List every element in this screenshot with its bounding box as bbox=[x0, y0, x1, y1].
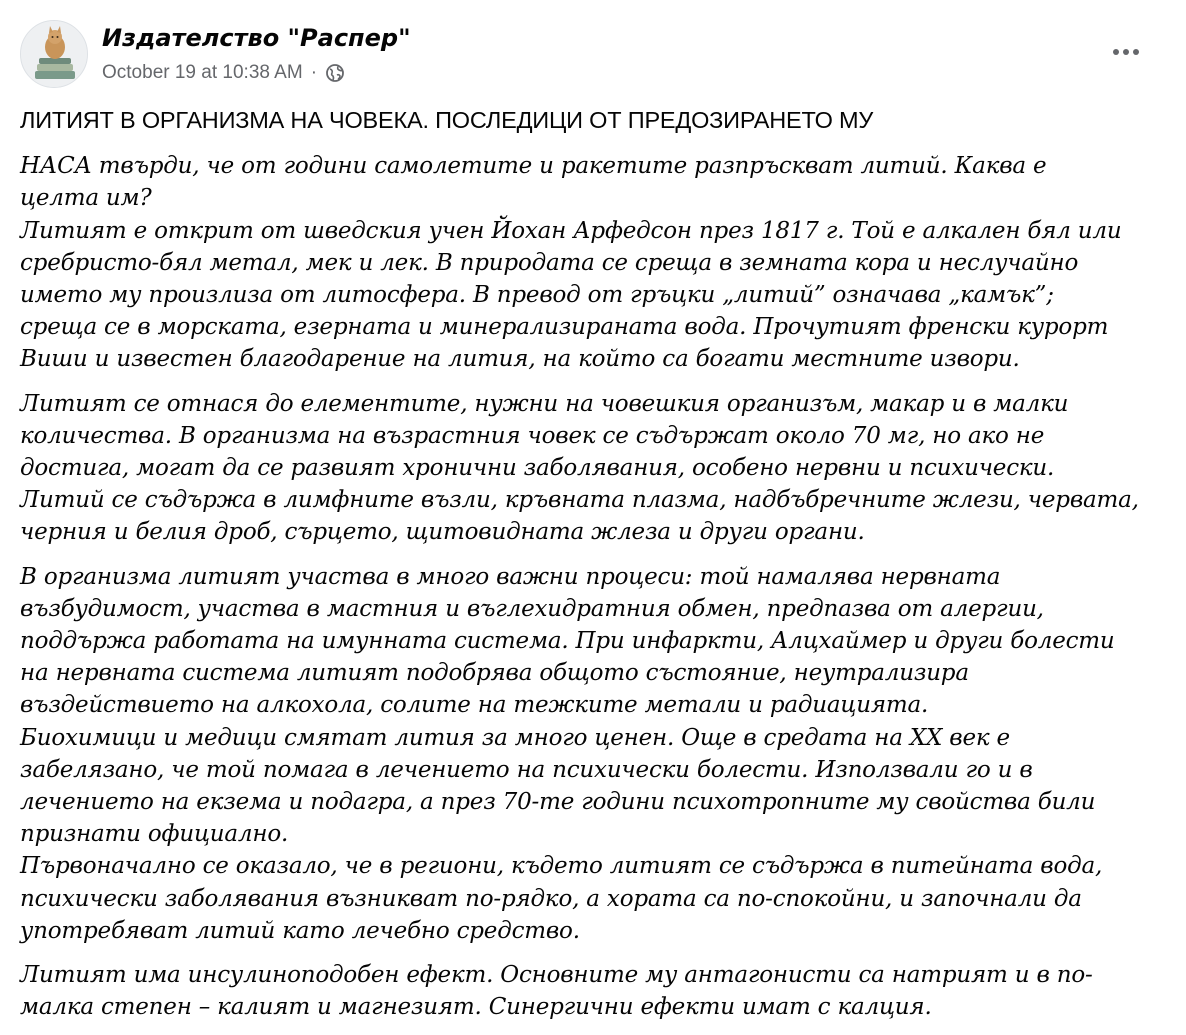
post-meta bbox=[102, 62, 345, 84]
post-body bbox=[20, 104, 1170, 1035]
text-line: признати официално. bbox=[20, 821, 289, 848]
meta-separator: · bbox=[310, 62, 318, 83]
text-line: сребристо-бял метал, мек и лек. В природата се среща в земната кора и неслучайно bbox=[20, 249, 1079, 276]
cat-on-books-icon bbox=[21, 21, 88, 88]
text-line: на нервната система литият подобрява общото състояние, неутрализира bbox=[20, 660, 969, 687]
text-line: името му произлиза от литосфера. В превод от гръцки „литий” означава „камък”; bbox=[20, 282, 1054, 309]
page-name[interactable]: Издателство "Распер" bbox=[102, 24, 411, 52]
text-line: възбудимост, участва в мастния и въглехидратния обмен, предпазва от алергии, bbox=[20, 595, 1044, 622]
post-paragraph-4 bbox=[20, 959, 1170, 1023]
text-line: Литият се отнася до елементите, нужни на човешкия организъм, макар и в малки bbox=[20, 390, 1069, 417]
text-line: Биохимици и медици смятат лития за много ценен. Още в средата на XX век е bbox=[20, 724, 1010, 751]
text-line: Първоначално се оказало, че в региони, където литият се съдържа в питейната вода, bbox=[20, 853, 1103, 880]
text-line: Литий се съдържа в лимфните възли, кръвната плазма, надбъбречните жлези, червата, bbox=[20, 487, 1139, 514]
text-line: Виши и известен благодарение на лития, на който са богати местните извори. bbox=[20, 346, 1020, 373]
post-headline: ЛИТИЯТ В ОРГАНИЗМА НА ЧОВЕКА. ПОСЛЕДИЦИ ОТ ПРЕДОЗИРАНЕТО МУ bbox=[20, 107, 874, 133]
text-line: въздействието на алкохола, солите на тежките метали и радиацията. bbox=[20, 692, 929, 719]
post-timestamp[interactable]: October 19 at 10:38 AM bbox=[102, 62, 303, 83]
text-line: черния и белия дроб, сърцето, щитовидната жлеза и други органи. bbox=[20, 519, 865, 546]
more-options-icon[interactable] bbox=[1108, 38, 1144, 66]
text-line: Литият е открит от шведския учен Йохан Арфедсон през 1817 г. Той е алкален бял или bbox=[20, 217, 1122, 244]
text-line: количества. В организма на възрастния човек се съдържат около 70 мг, но ако не bbox=[20, 422, 1045, 449]
page-avatar[interactable] bbox=[20, 20, 88, 88]
post-paragraph-3 bbox=[20, 561, 1170, 947]
more-dot bbox=[1123, 49, 1129, 55]
text-line: Литият има инсулиноподобен ефект. Основните му антагонисти са натрият и в по- bbox=[20, 962, 1093, 989]
globe-icon[interactable] bbox=[325, 63, 345, 83]
text-line: среща се в морската, езерната и минерализираната вода. Прочутият френски курорт bbox=[20, 314, 1109, 341]
text-line: достига, могат да се развият хронични заболявания, особено нервни и психически. bbox=[20, 455, 1055, 482]
text-line: малка степен – калият и магнезият. Синергични ефекти имат с калция. bbox=[20, 994, 932, 1021]
text-line: НАСА твърди, че от години самолетите и ракетите разпръскват литий. Каква е bbox=[20, 153, 1047, 180]
text-line: поддържа работата на имунната система. При инфаркти, Алцхаймер и други болести bbox=[20, 628, 1115, 655]
text-line: употребяват литий като лечебно средство. bbox=[20, 917, 580, 944]
post-paragraph-1 bbox=[20, 150, 1170, 375]
text-line: психически заболявания възникват по-рядко, а хората са по-спокойни, и започнали да bbox=[20, 885, 1082, 912]
more-dot bbox=[1113, 49, 1119, 55]
post-header bbox=[20, 20, 1166, 90]
more-dot bbox=[1133, 49, 1139, 55]
post-paragraph-2 bbox=[20, 388, 1170, 549]
text-line: целта им? bbox=[20, 185, 152, 212]
text-line: В организма литият участва в много важни процеси: той намалява нервната bbox=[20, 563, 1001, 590]
text-line: лечението на екзема и подагра, а през 70-те години психотропните му свойства били bbox=[20, 789, 1096, 816]
text-line: забелязано, че той помага в лечението на психически болести. Използвали го и в bbox=[20, 756, 1033, 783]
